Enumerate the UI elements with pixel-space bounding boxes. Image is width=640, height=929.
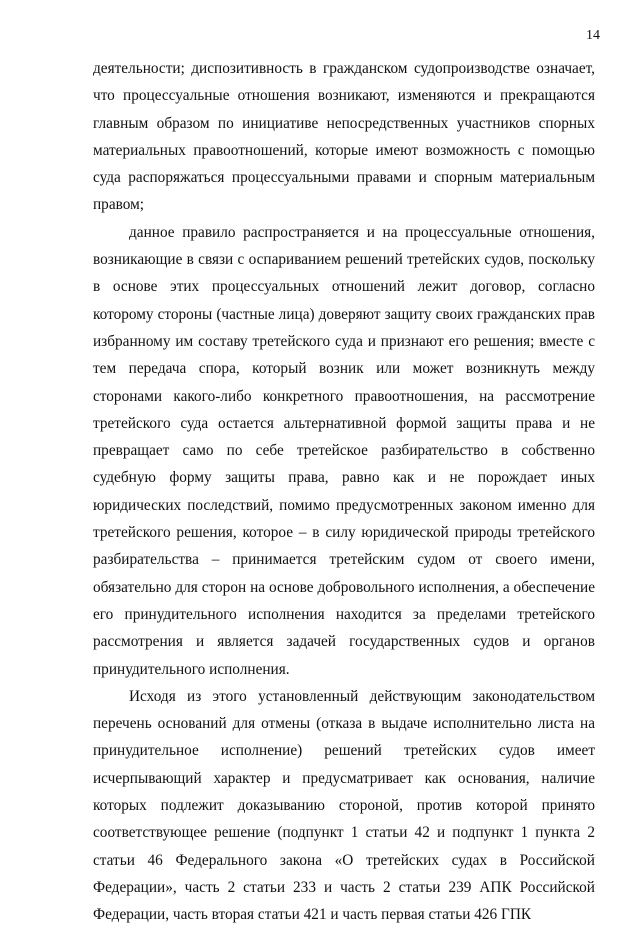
paragraph-2: данное правило распространяется и на процессуальные отношения, возникающие в связи с оспариванием решений третейских судов, поскольку в основе этих процессуальных отношений лежит договор, согласно которому стороны (частные лица) доверяют защиту своих гражданских прав избранному им составу третейского суда и признают его решения; вместе с тем передача спора, который возник или может возникнуть между сторонами какого-либо конкретного правоотношения, на рассмотрение третейского суда остается альтернативной формой защиты права и не превращает само по себе третейское разбирательство в собственно судебную форму защиты права, равно как и не порождает иных юридических последствий, помимо предусмотренных законом именно для третейского решения, которое – в силу юридической природы третейского разбирательства – принимается третейским судом от своего имени, обязательно для сторон на основе добровольного исполнения, а обеспечение его принудительного исполнения находится за пределами третейского рассмотрения и является задачей государственных судов и органов принудительного исполнения.	[93, 223, 595, 678]
document-body	[93, 55, 595, 929]
paragraph-1: деятельности; диспозитивность в гражданском судопроизводстве означает, что процессуальные отношения возникают, изменяются и прекращаются главным образом по инициативе непосредственных участников спорных материальных правоотношений, которые имеют возможность с помощью суда распоряжаться процессуальными правами и спорным материальным правом;	[93, 60, 595, 214]
paragraph-3: Исходя из этого установленный действующим законодательством перечень оснований для отмены (отказа в выдаче исполнительно листа на принудительное исполнение) решений третейских судов имеет исчерпывающий характер и предусматривает как основания, наличие которых подлежит доказыванию стороной, против которой принято соответствующее решение (подпункт 1 статьи 42 и подпункт 1 пункта 2 статьи 46 Федерального закона «О третейских судах в Российской Федерации», часть 2 статьи 233 и часть 2 статьи 239 АПК Российской Федерации, часть вторая статьи 421 и часть первая статьи 426 ГПК	[93, 687, 595, 924]
page-number: 14	[586, 28, 600, 43]
